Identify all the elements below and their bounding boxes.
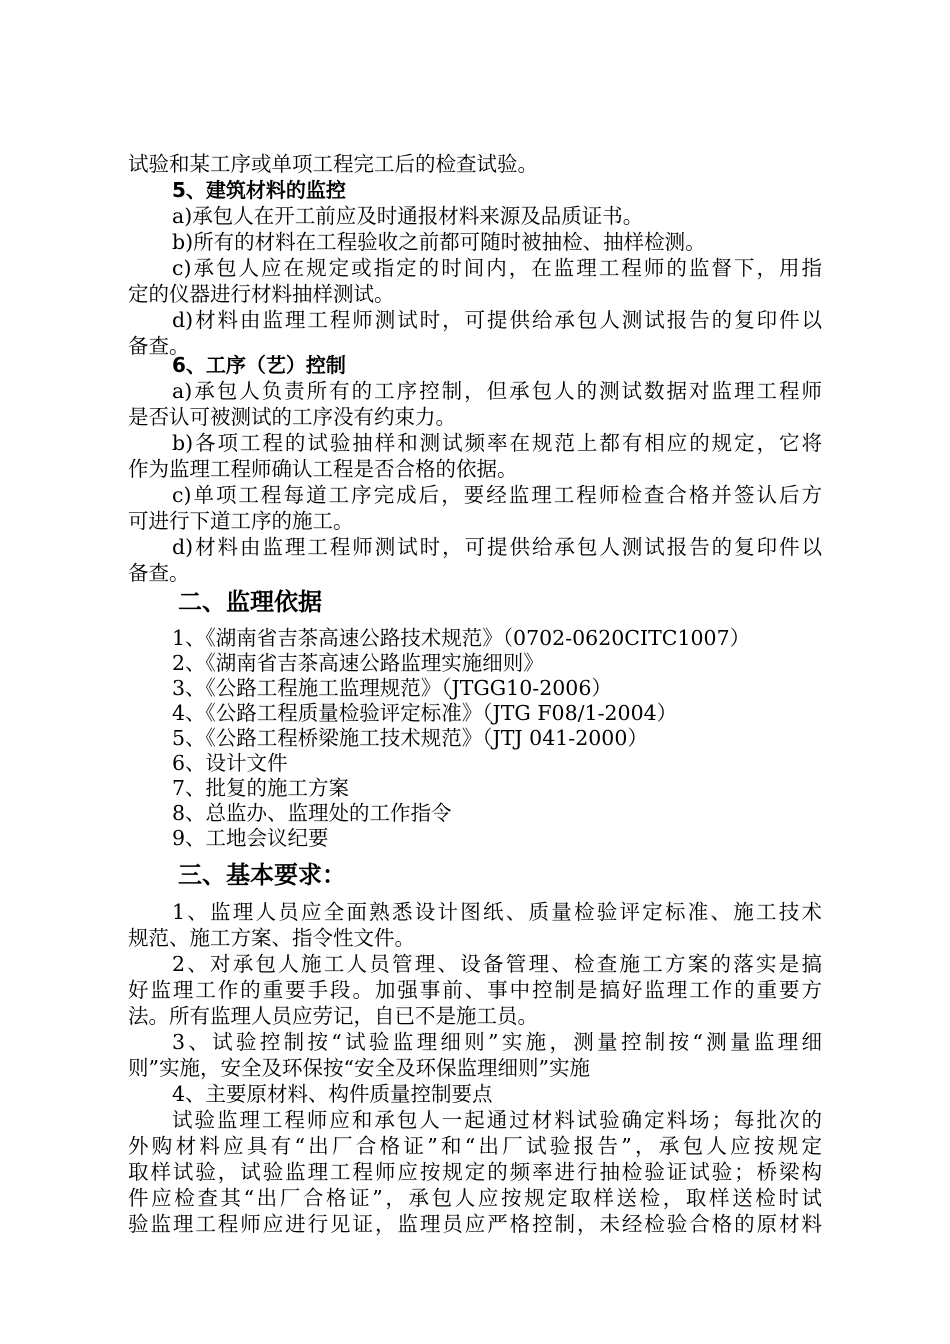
list-item: 3、《公路工程施工监理规范》（JTGG10-2006） (172, 676, 612, 700)
paragraph-line: d)材料由监理工程师测试时，可提供给承包人测试报告的复印件以 (172, 308, 822, 332)
list-item: 1、《湖南省吉茶高速公路技术规范》（0702-0620CITC1007） (172, 626, 751, 650)
paragraph-line: c)单项工程每道工序完成后，要经监理工程师检查合格并签认后方 (172, 483, 822, 507)
list-item: 6、设计文件 (172, 751, 288, 775)
list-item: 8、总监办、监理处的工作指令 (172, 801, 452, 825)
paragraph-line: 取样试验，试验监理工程师应按规定的频率进行抽检验证试验；桥梁构 (128, 1160, 822, 1184)
paragraph-line: 外购材料应具有“出厂合格证”和“出厂试验报告”，承包人应按规定 (128, 1134, 822, 1158)
paragraph-line: c)承包人应在规定或指定的时间内，在监理工程师的监督下，用指 (172, 256, 822, 280)
paragraph-line: 验监理工程师应进行见证，监理员应严格控制，未经检验合格的原材料 (128, 1212, 822, 1236)
paragraph-line: 1、监理人员应全面熟悉设计图纸、质量检验评定标准、施工技术 (172, 900, 822, 924)
list-item: 4、《公路工程质量检验评定标准》（JTG F08/1-2004） (172, 701, 678, 725)
list-item: 7、批复的施工方案 (172, 776, 350, 800)
list-item: 2、《湖南省吉茶高速公路监理实施细则》 (172, 651, 544, 675)
paragraph-line: 规范、施工方案、指令性文件。 (128, 926, 415, 950)
section-title-requirements: 三、基本要求： (178, 861, 346, 889)
paragraph-line: b)所有的材料在工程验收之前都可随时被抽检、抽样检测。 (172, 230, 706, 254)
paragraph-line: a)承包人在开工前应及时通报材料来源及品质证书。 (172, 204, 644, 228)
paragraph-line: 定的仪器进行材料抽样测试。 (128, 282, 395, 306)
paragraph-line: 备查。 (128, 561, 190, 585)
paragraph-line: 是否认可被测试的工序没有约束力。 (128, 405, 456, 429)
paragraph-line: 则”实施，安全及环保按“安全及环保监理细则”实施 (128, 1056, 590, 1080)
section-title-basis: 二、监理依据 (178, 588, 322, 616)
paragraph-line: 件应检查其“出厂合格证”，承包人应按规定取样送检，取样送检时试 (128, 1186, 822, 1210)
list-item: 5、《公路工程桥梁施工技术规范》（JTJ 041-2000） (172, 726, 648, 750)
paragraph-line: 试验和某工序或单项工程完工后的检查试验。 (128, 152, 538, 176)
subheading-materials: 5、建筑材料的监控 (172, 178, 346, 202)
paragraph-line: 3、试验控制按“试验监理细则”实施，测量控制按“测量监理细 (172, 1030, 822, 1054)
paragraph-line: 备查。 (128, 334, 190, 358)
paragraph-line: 可进行下道工序的施工。 (128, 509, 354, 533)
paragraph-line: 2、对承包人施工人员管理、设备管理、检查施工方案的落实是搞 (172, 952, 822, 976)
paragraph-line: d)材料由监理工程师测试时，可提供给承包人测试报告的复印件以 (172, 535, 822, 559)
paragraph-line: b)各项工程的试验抽样和测试频率在规范上都有相应的规定，它将 (172, 431, 822, 455)
subheading-process-control: 6、工序（艺）控制 (172, 353, 346, 377)
paragraph-line: 法。所有监理人员应劳记，自已不是施工员。 (128, 1004, 538, 1028)
paragraph-line: 试验监理工程师应和承包人一起通过材料试验确定料场；每批次的 (172, 1108, 822, 1132)
paragraph-line: 好监理工作的重要手段。加强事前、事中控制是搞好监理工作的重要方 (128, 978, 822, 1002)
paragraph-line: 4、主要原材料、构件质量控制要点 (172, 1082, 493, 1106)
paragraph-line: 作为监理工程师确认工程是否合格的依据。 (128, 457, 518, 481)
list-item: 9、工地会议纪要 (172, 826, 329, 850)
paragraph-line: a)承包人负责所有的工序控制，但承包人的测试数据对监理工程师 (172, 379, 822, 403)
